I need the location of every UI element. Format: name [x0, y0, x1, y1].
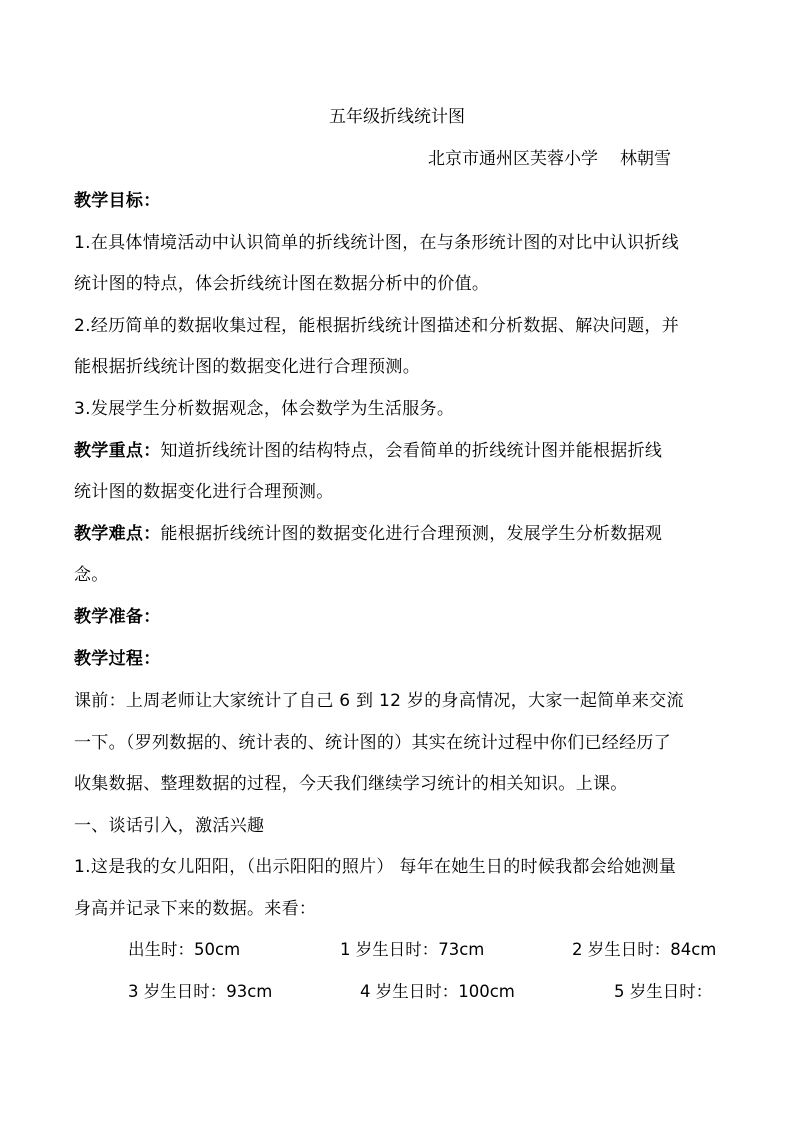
section-one-heading: 一、谈话引入，激活兴趣	[74, 816, 265, 836]
objective-3-line-1: 3.发展学生分析数据观念，体会数学为生活服务。	[74, 399, 455, 419]
key-points-text: 知道折线统计图的结构特点，会看简单的折线统计图并能根据折线	[160, 441, 663, 461]
difficulties-text: 能根据折线统计图的数据变化进行合理预测，发展学生分析数据观	[160, 524, 663, 544]
difficulties-label: 教学难点：	[74, 524, 161, 544]
key-points-line-1	[74, 440, 662, 462]
process-intro-line-1: 课前：上周老师让大家统计了自己 6 到 12 岁的身高情况，大家一起简单来交流	[74, 691, 684, 711]
author-school: 北京市通州区芙蓉小学	[428, 149, 598, 169]
key-points-label: 教学重点：	[74, 441, 161, 461]
process-intro-line-3: 收集数据、整理数据的过程，今天我们继续学习统计的相关知识。上课。	[74, 774, 628, 794]
objective-1-line-2: 统计图的特点，体会折线统计图在数据分析中的价值。	[74, 274, 490, 294]
key-points-line-2: 统计图的数据变化进行合理预测。	[74, 482, 334, 502]
height-entry: 5 岁生日时：	[614, 982, 713, 1001]
height-entry: 2 岁生日时：84cm	[572, 940, 717, 959]
height-entry: 1 岁生日时：73cm	[340, 940, 485, 959]
process-intro-line-2: 一下。（罗列数据的、统计表的、统计图的）其实在统计过程中你们已经经历了	[74, 733, 671, 753]
document-title: 五年级折线统计图	[329, 107, 465, 127]
objective-2-line-2: 能根据折线统计图的数据变化进行合理预测。	[74, 357, 420, 377]
height-entry: 出生时：50cm	[128, 940, 241, 959]
height-entry: 3 岁生日时：93cm	[128, 982, 273, 1001]
difficulties-line-1	[74, 523, 662, 545]
objective-2-line-1: 2.经历简单的数据收集过程，能根据折线统计图描述和分析数据、解决问题，并	[74, 316, 680, 336]
process-heading: 教学过程：	[74, 649, 161, 669]
objectives-heading: 教学目标：	[74, 191, 161, 211]
height-entry: 4 岁生日时：100cm	[360, 982, 515, 1001]
objective-1-line-1: 1.在具体情境活动中认识简单的折线统计图，在与条形统计图的对比中认识折线	[74, 233, 680, 253]
item-one-line-2: 身高并记录下来的数据。来看：	[74, 899, 317, 919]
author-name: 林朝雪	[620, 149, 671, 169]
author-line	[428, 148, 671, 170]
preparation-heading: 教学准备：	[74, 607, 161, 627]
difficulties-line-2: 念。	[74, 565, 109, 585]
item-one-line-1: 1.这是我的女儿阳阳，（出示阳阳的照片） 每年在她生日的时候我都会给她测量	[74, 857, 677, 877]
